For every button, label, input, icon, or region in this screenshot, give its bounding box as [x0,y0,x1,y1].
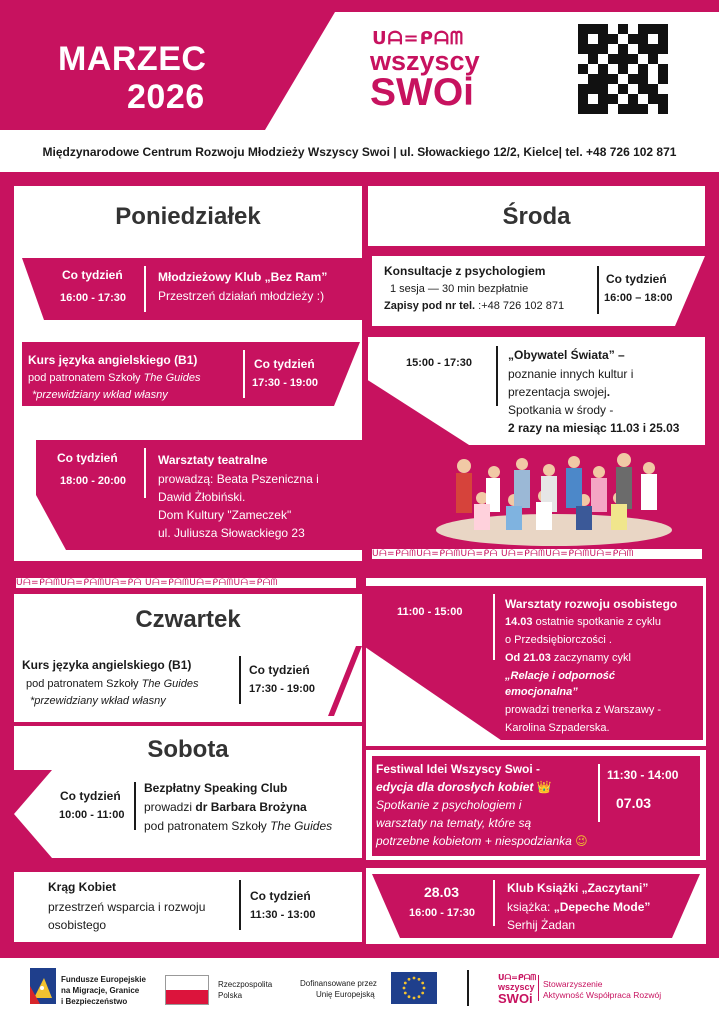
monday-theatre-l4: ul. Juliusza Słowackiego 23 [158,526,305,540]
eu-cofund-line2: Unię Europejską [316,990,375,999]
monday-title: Poniedziałek [115,203,261,230]
monday-english-when: Co tydzień [254,357,315,371]
patron-text: pod patronatem Szkoły [28,372,144,384]
logo-wszyscy-swoi [366,28,516,116]
workshop-l5: emocjonalna” [505,686,578,698]
festival-time: 11:30 - 14:00 [607,768,679,782]
monday-english-time: 17:30 - 19:00 [252,377,319,389]
wednesday-citizen-name: „Obywatel Świata” – [508,348,625,362]
monday-english-note: *przewidziany wkład własny [32,389,168,401]
saturday-title: Sobota [147,736,229,763]
festival-name2 [376,779,552,796]
thursday-english-time: 17:30 - 19:00 [249,683,316,695]
workshop-l3-text: zaczynamy cykl [550,652,631,664]
workshop-l7: Karolina Szpaderska. [505,722,610,734]
monday-theatre-time: 18:00 - 20:00 [60,475,127,487]
wednesday-citizen-l2 [508,384,610,401]
group-photo [434,450,674,548]
patron-text: pod patronatem Szkoły [144,819,271,833]
eu-funds-line2: na Migracje, Granice [61,986,140,995]
header-year: 2026 [127,78,205,116]
workshop-l4: „Relacje i odporność [505,670,616,682]
eu-funds-line3: i Bezpieczeństwo [61,997,128,1006]
patron-school: The Guides [141,678,199,690]
festival-l2: warsztaty na tematy, które są [376,816,532,830]
festival-l1: Spotkanie z psychologiem i [376,798,522,812]
rp-line2: Polska [218,991,243,1000]
workshop-l1 [505,614,661,630]
divider [239,880,241,930]
host-name: dr Barbara Brożyna [195,800,307,814]
crown-icon: 👑 [536,780,552,794]
workshop-l1-text: ostatnie spotkanie z cyklu [532,616,661,628]
saturday-speaking-name: Bezpłatny Speaking Club [144,781,288,795]
wednesday-psych-when: Co tydzień [606,272,667,286]
monday-theatre-when: Co tydzień [57,451,118,465]
divider [597,266,599,314]
wednesday-psych-l2 [384,298,564,314]
saturday-women-l2: osobistego [48,918,107,932]
wednesday-citizen-l1: poznanie innych kultur i [508,367,634,381]
saturday-speaking-when: Co tydzień [60,789,121,803]
logo-pattern: ᑌᗩ=ᑭᗩᗰ [372,28,464,49]
saturday-women-time: 11:30 - 13:00 [250,909,316,921]
monday-club-desc: Przestrzeń działań młodzieży :) [158,289,325,303]
saturday-speaking-time: 10:00 - 11:00 [59,809,125,821]
pattern-strip-right: ᑌᗩ=ᑭᗩᗰᑌᗩ=ᑭᗩᗰᑌᗩ=ᑭᗩ ᑌᗩ=ᑭᗩᗰᑌᗩ=ᑭᗩᗰᑌᗩ=ᑭᗩᗰ [372,549,702,559]
festival-l3 [376,833,588,850]
phone-number: :+48 726 102 871 [475,300,565,312]
workshop-l6: prowadzi trenerka z Warszawy - [505,704,662,716]
divider [493,594,495,660]
saturday-speaking-l2 [144,818,332,835]
thursday-english-when: Co tydzień [249,663,310,677]
monday-club-time: 16:00 - 17:30 [60,292,127,304]
thursday-english-name: Kurs języka angielskiego (B1) [22,658,192,672]
festival-edition: edycja dla dorosłych kobiet [376,780,534,794]
thursday-english-note: *przewidziany wkład własny [30,695,166,707]
group-photo-illustration [434,450,674,548]
wednesday-citizen-l3: Spotkania w środy - [508,403,614,417]
wednesday-psych-time: 16:00 – 18:00 [604,292,673,304]
footer-logo-pattern: ᑌᗩ=ᑭᗩᗰ [498,973,537,982]
divider [239,656,241,704]
monday-english-name: Kurs języka angielskiego (B1) [28,353,198,367]
monday-english-patron [28,370,200,386]
monday-theatre-l1: prowadzą: Beata Pszeniczna i [158,472,319,486]
flag-red-stripe [166,990,208,1004]
citizen-l2-text: prezentacja swojej [508,385,607,399]
bookclub-name: Klub Książki „Zaczytani” [507,881,649,895]
divider [496,346,498,406]
wednesday-psych-name: Konsultacje z psychologiem [384,264,546,278]
bookclub-time: 16:00 - 17:30 [409,907,476,919]
eu-stars-icon [391,972,437,1004]
thursday-title: Czwartek [135,606,241,633]
host-prefix: prowadzi [144,800,196,814]
header-month: MARZEC [58,40,207,78]
bookclub-l2: Serhij Żadan [507,918,576,932]
logo-word-swoi: SWOi [370,71,474,114]
divider [144,266,146,312]
address-line: Międzynarodowe Centrum Rozwoju Młodzieży Wszyscy Swoi | ul. Słowackiego 12/2, Kielce| tel. +48 726 102 871 [42,145,677,159]
wednesday-citizen-l4: 2 razy na miesiąc 11.03 i 25.03 [508,421,680,435]
workshop-time: 11:00 - 15:00 [397,606,463,618]
wednesday-citizen-time: 15:00 - 17:30 [406,357,473,369]
saturday-women-l1: przestrzeń wsparcia i rozwoju [48,900,206,914]
divider [134,782,136,830]
book-label: książka: [507,900,554,914]
monday-theatre-l2: Dawid Żłobiński. [158,490,246,504]
patron-school: The Guides [270,819,333,833]
workshop-l3 [505,650,631,666]
eu-funds-icon [30,968,56,1004]
saturday-women-when: Co tydzień [250,889,311,903]
thursday-english-patron [26,676,198,692]
pattern-strip-left: ᑌᗩ=ᑭᗩᗰᑌᗩ=ᑭᗩᗰᑌᗩ=ᑭᗩ ᑌᗩ=ᑭᗩᗰᑌᗩ=ᑭᗩᗰᑌᗩ=ᑭᗩᗰ [16,578,356,588]
patron-text: pod patronatem Szkoły [26,678,142,690]
phone-label: Zapisy pod nr tel. [384,300,476,312]
eu-flag-icon [391,972,437,1004]
eu-funds-line1: Fundusze Europejskie [61,975,146,984]
logo-word-wszyscy: wszyscy [370,46,480,76]
monday-club-when: Co tydzień [62,268,123,282]
festival-date: 07.03 [616,795,652,811]
workshop-l2: o Przedsiębiorczości . [505,634,612,646]
monday-theatre-name: Warsztaty teatralne [158,453,268,467]
eu-cofund-line1: Dofinansowane przez [300,979,377,988]
divider [598,764,600,822]
monday-club-name: Młodzieżowy Klub „Bez Ram” [158,270,328,284]
eu-funds-logo [30,968,56,1004]
festival-l3-text: potrzebne kobietom + niespodzianka [376,834,572,848]
footer-divider [467,970,469,1006]
divider [144,448,146,498]
bookclub-date: 28.03 [424,884,460,900]
polish-flag [165,975,209,1005]
workshop-date2: Od 21.03 [505,652,551,664]
wednesday-psych-l1: 1 sesja — 30 min bezpłatnie [390,283,529,295]
book-title: „Depeche Mode” [553,900,651,914]
saturday-women-name: Krąg Kobiet [48,880,117,894]
flag-white-stripe [166,976,208,990]
festival-name1: Festiwal Idei Wszyscy Swoi - [376,762,541,776]
org-line2: Aktywność Współpraca Rozwój [543,990,662,1000]
footer-logo-swoi: SWOi [498,991,533,1006]
divider [243,350,245,398]
wink-icon: 😉 [575,834,588,848]
qr-code [576,22,670,116]
workshop-date1: 14.03 [505,616,533,628]
wednesday-title: Środa [502,203,571,230]
citizen-l2-end: . [606,385,611,399]
rp-line1: Rzeczpospolita [218,980,273,989]
workshop-name: Warsztaty rozwoju osobistego [505,597,678,611]
footer-logo-wszyscy: wszyscy [498,982,535,992]
org-line1: Stowarzyszenie [543,979,603,989]
saturday-speaking-l1 [144,799,307,816]
divider [493,880,495,926]
monday-theatre-l3: Dom Kultury "Zameczek" [158,508,292,522]
patron-school: The Guides [143,372,201,384]
bookclub-l1 [507,899,650,916]
footer-logo-divider [538,975,539,1001]
